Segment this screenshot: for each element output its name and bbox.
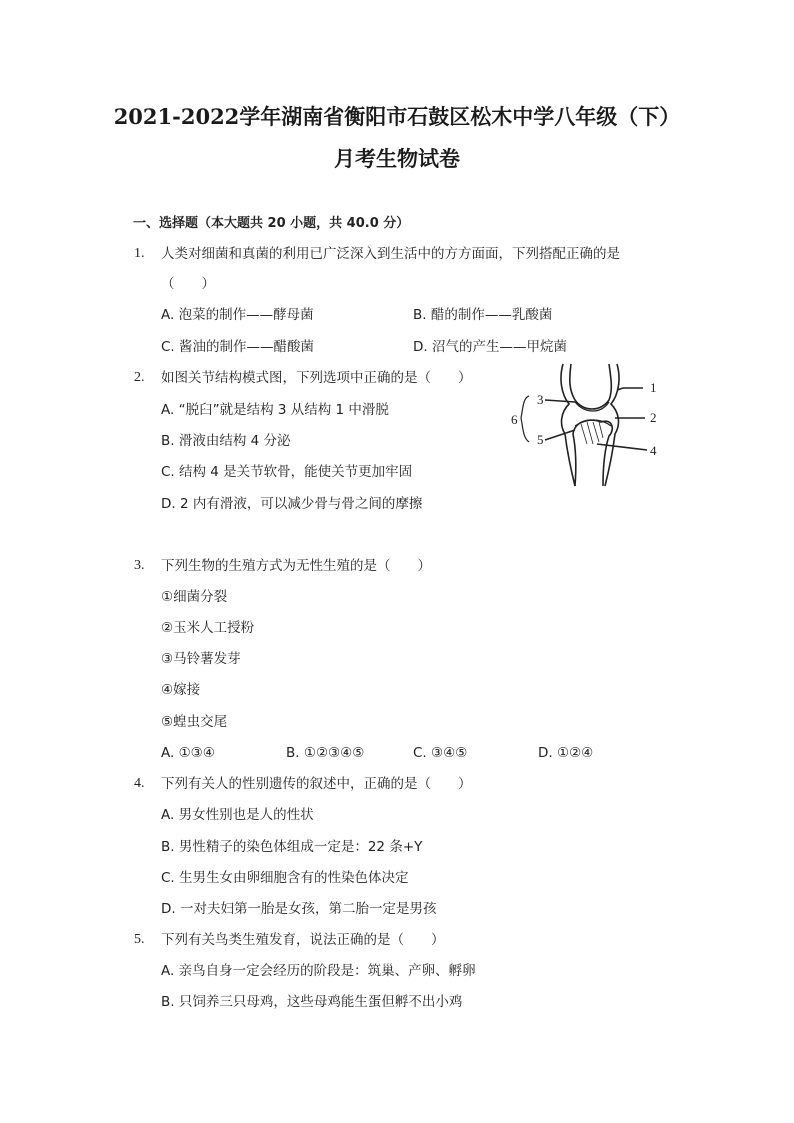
q3-option-b: B. ①②③④⑤ [286,745,365,761]
q3-option-a: A. ①③④ [161,745,215,761]
q1-number: 1. [134,246,145,261]
figure-label-6: 6 [511,412,518,427]
figure-label-2: 2 [650,410,657,425]
q1-paren: （ ） [161,276,215,292]
q3-option-d: D. ①②④ [538,745,594,761]
document-title-line2: 月考生物试卷 [334,146,460,171]
q4-option-b: B. 男性精子的染色体组成一定是：22 条+Y [161,839,423,855]
joint-cavity-hatching [581,422,603,444]
q2-option-a: A. “脱臼”就是结构 3 从结构 1 中滑脱 [161,402,389,418]
q5-stem: 下列有关鸟类生殖发育，说法正确的是（ ） [161,932,445,948]
q4-option-c: C. 生男生女由卵细胞含有的性染色体决定 [161,870,409,886]
q5-option-b: B. 只饲养三只母鸡，这些母鸡能生蛋但孵不出小鸡 [161,994,463,1010]
q2-stem: 如图关节结构模式图，下列选项中正确的是（ ） [161,370,472,386]
q4-option-a: A. 男女性别也是人的性状 [161,807,314,823]
q3-number: 3. [134,558,145,573]
q1-option-b: B. 醋的制作——乳酸菌 [413,307,553,323]
q1-option-d: D. 沼气的产生——甲烷菌 [413,339,567,355]
q1-option-c: C. 酱油的制作——醋酸菌 [161,339,315,355]
brace-6 [521,396,529,442]
q3-item: ①细菌分裂 [161,589,228,605]
joint-capsule-outline [561,364,575,486]
q4-stem: 下列有关人的性别遗传的叙述中，正确的是（ ） [161,776,472,792]
document-title-line1: 2021-2022学年湖南省衡阳市石鼓区松木中学八年级（下） [113,104,681,129]
joint-structure-figure [505,360,665,490]
q3-item: ②玉米人工授粉 [161,620,255,636]
q3-item: ④嫁接 [161,682,201,698]
q3-item: ③马铃薯发芽 [161,651,241,667]
lower-bone-head [573,420,612,486]
q3-item: ⑤蝗虫交尾 [161,714,228,730]
figure-label-1: 1 [650,380,657,395]
q1-option-a: A. 泡菜的制作——酵母菌 [161,307,314,323]
q4-option-d: D. 一对夫妇第一胎是女孩，第二胎一定是男孩 [161,901,437,917]
q3-stem: 下列生物的生殖方式为无性生殖的是（ ） [161,558,431,574]
q2-option-b: B. 滑液由结构 4 分泌 [161,433,291,449]
q2-option-c: C. 结构 4 是关节软骨，能使关节更加牢固 [161,464,413,480]
figure-label-5: 5 [537,432,544,447]
q2-number: 2. [134,370,145,385]
section-header: 一、选择题（本大题共 20 小题，共 40.0 分） [133,216,410,231]
q4-number: 4. [134,776,145,791]
figure-label-3: 3 [537,392,544,407]
figure-label-4: 4 [650,443,657,458]
q3-option-c: C. ③④⑤ [413,745,468,761]
q1-stem: 人类对细菌和真菌的利用已广泛深入到生活中的方方面面，下列搭配正确的是 [161,246,620,262]
q2-option-d: D. 2 内有滑液，可以减少骨与骨之间的摩擦 [161,496,423,512]
q5-number: 5. [134,932,145,947]
upper-bone-head [570,364,612,409]
q5-option-a: A. 亲鸟自身一定会经历的阶段是：筑巢、产卵、孵卵 [161,963,476,979]
